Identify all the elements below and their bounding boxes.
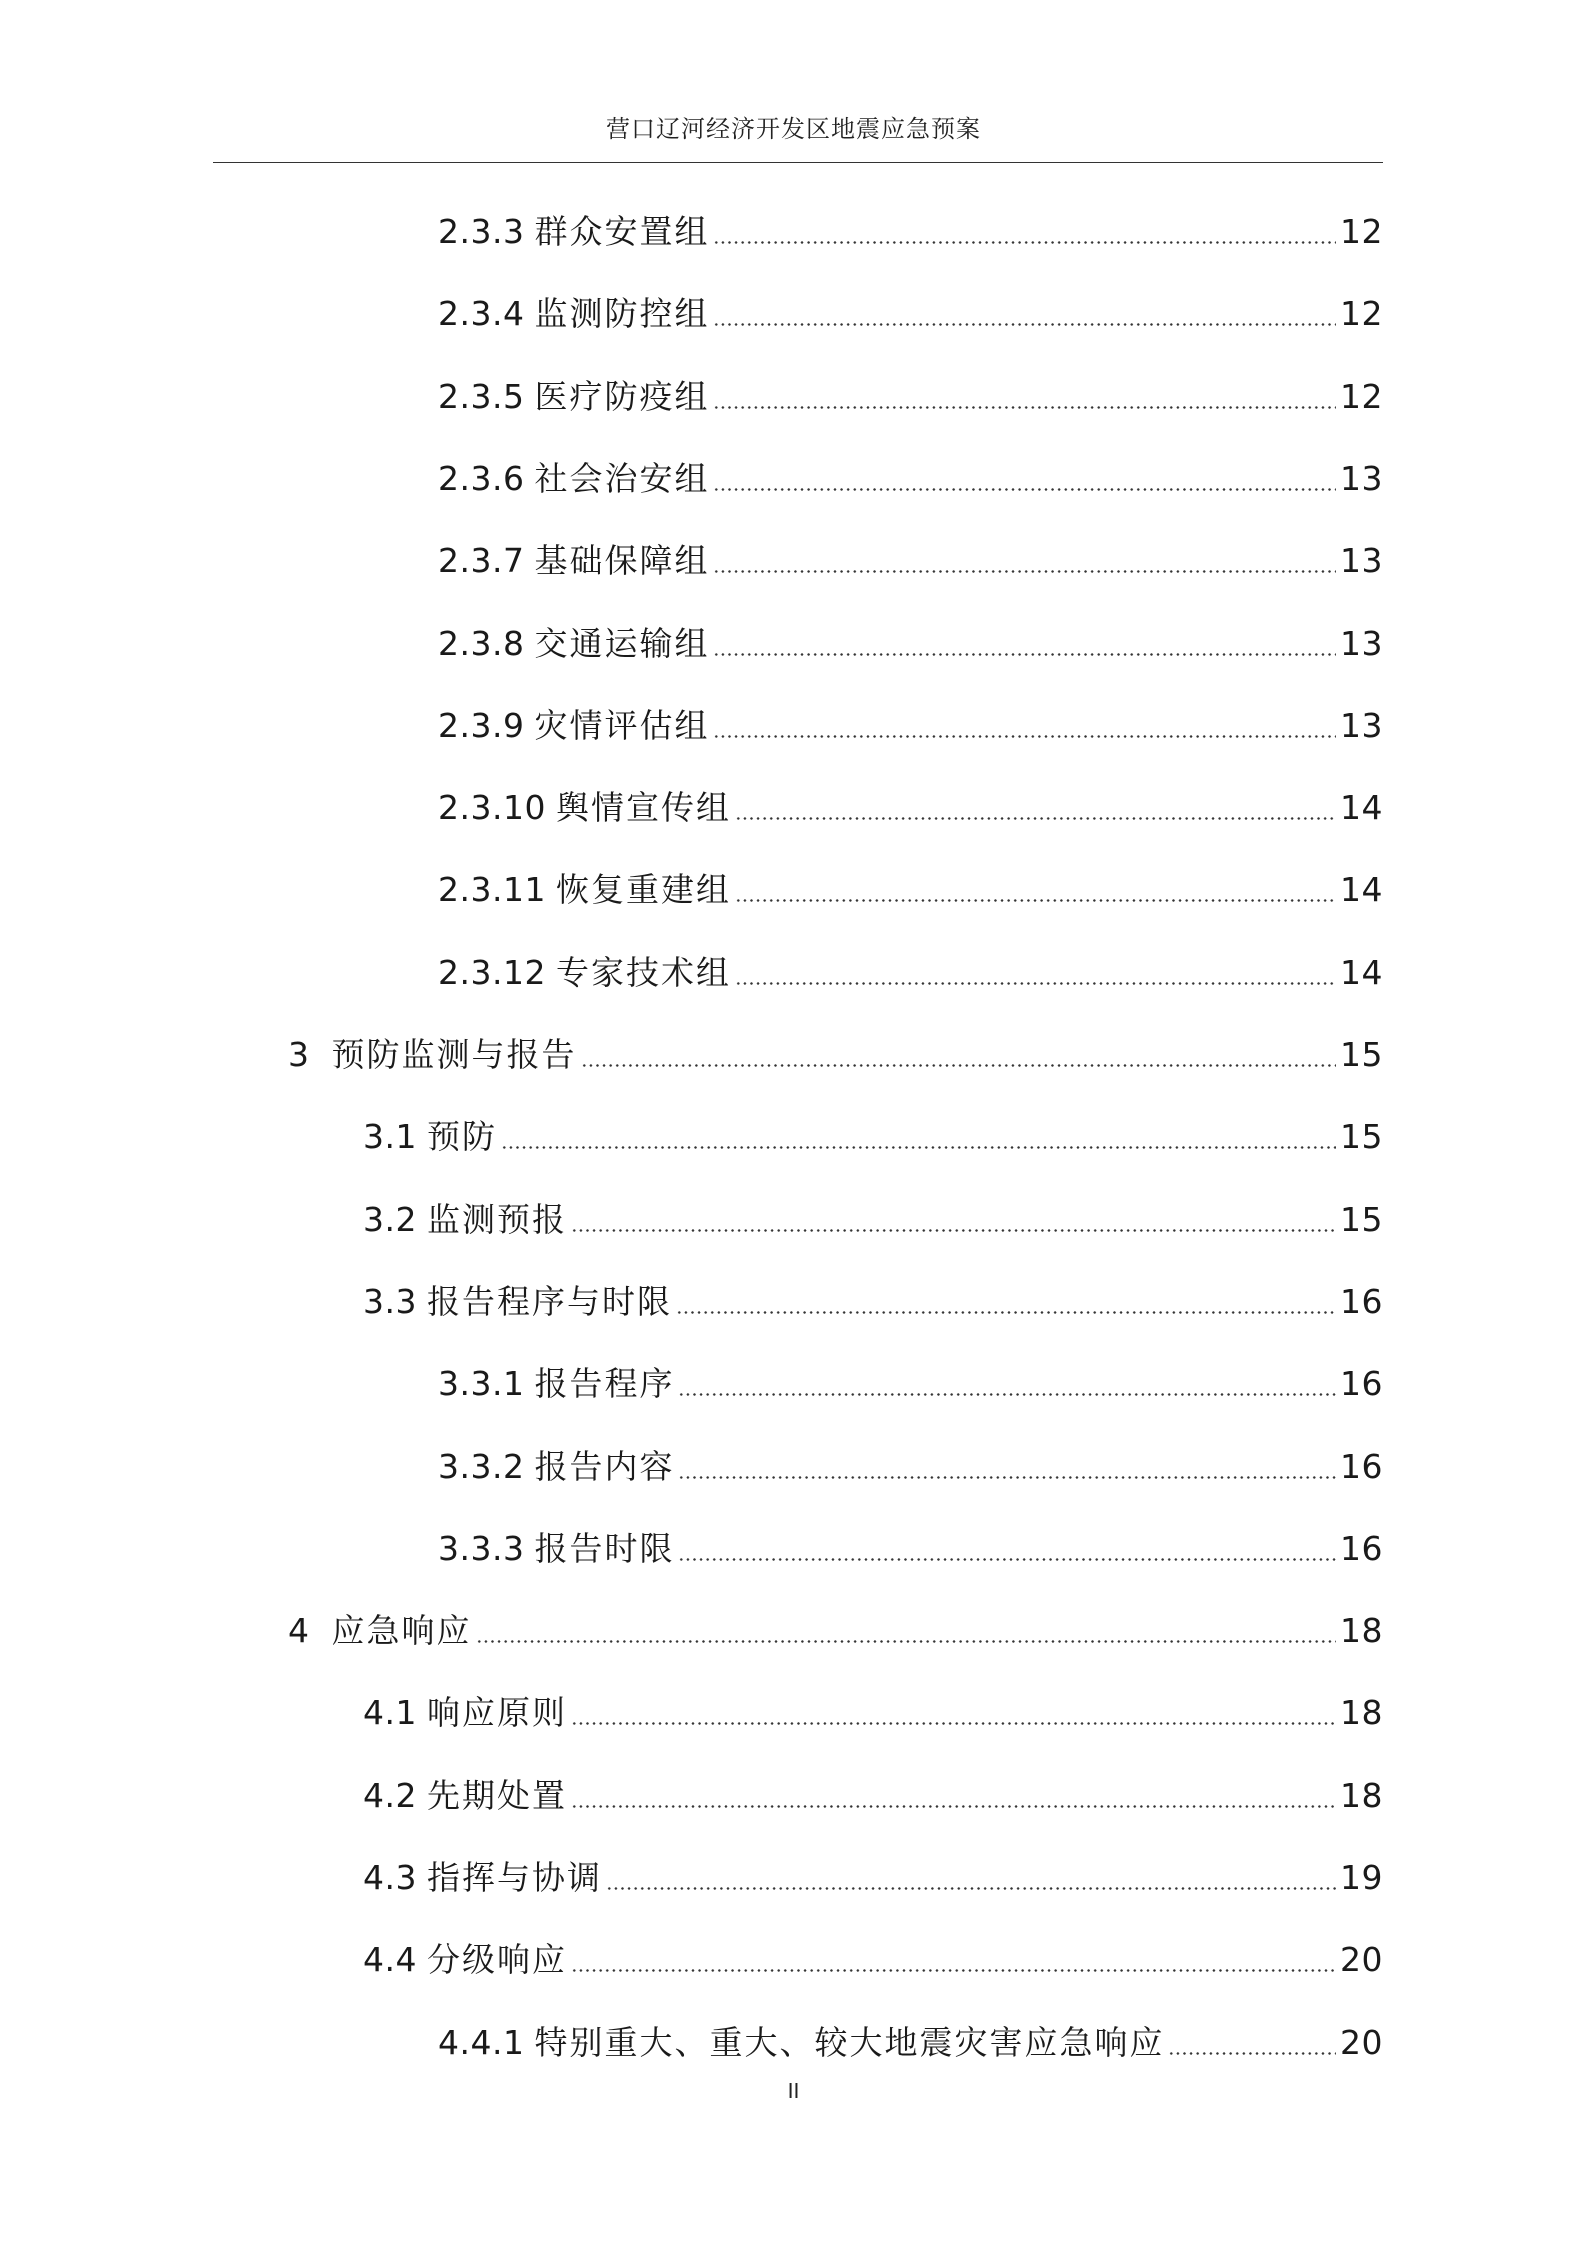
toc-entry-title: 指挥与协调 bbox=[426, 1858, 602, 1897]
toc-entry[interactable] bbox=[438, 701, 1383, 751]
toc-entry-number: 3.3.1 bbox=[438, 1364, 525, 1404]
toc-entry-page: 15 bbox=[1340, 1199, 1383, 1239]
toc-entry-number: 4.4.1 bbox=[438, 2022, 525, 2062]
toc-entry[interactable] bbox=[438, 1524, 1383, 1574]
toc-entry-number: 2.3.10 bbox=[438, 788, 546, 828]
toc-dot-leader bbox=[678, 1359, 1336, 1409]
toc-entry-page: 16 bbox=[1340, 1364, 1383, 1404]
toc-entry-title: 先期处置 bbox=[426, 1775, 567, 1815]
toc-entry-title: 监测预报 bbox=[426, 1199, 567, 1239]
toc-entry-page: 12 bbox=[1340, 212, 1383, 251]
toc-dot-leader bbox=[581, 1030, 1337, 1080]
toc-entry[interactable] bbox=[438, 865, 1383, 915]
toc-entry-title: 群众安置组 bbox=[534, 212, 710, 251]
toc-dot-leader bbox=[735, 948, 1336, 998]
toc-entry[interactable] bbox=[363, 1112, 1383, 1162]
toc-entry-number: 3.1 bbox=[363, 1117, 417, 1157]
toc-entry[interactable] bbox=[363, 1935, 1383, 1985]
toc-entry[interactable] bbox=[438, 2018, 1383, 2068]
toc-entry-page: 19 bbox=[1340, 1858, 1383, 1897]
toc-entry-title: 社会治安组 bbox=[534, 458, 710, 498]
toc-entry[interactable] bbox=[438, 948, 1383, 998]
toc-entry-title: 专家技术组 bbox=[555, 952, 731, 992]
toc-entry-title: 分级响应 bbox=[426, 1940, 567, 1980]
toc-entry-number: 3.3.2 bbox=[438, 1446, 525, 1486]
toc-entry-title: 报告程序 bbox=[534, 1364, 675, 1404]
toc-entry-number: 2.3.8 bbox=[438, 623, 525, 663]
toc-entry-page: 20 bbox=[1340, 2022, 1383, 2062]
toc-entry-title: 应急响应 bbox=[331, 1611, 472, 1651]
toc-dot-leader bbox=[571, 1771, 1336, 1821]
toc-dot-leader bbox=[713, 207, 1336, 257]
toc-dot-leader bbox=[571, 1195, 1336, 1245]
toc-entry-page: 16 bbox=[1340, 1281, 1383, 1321]
toc-entry[interactable] bbox=[438, 619, 1383, 669]
toc-dot-leader bbox=[1168, 2018, 1336, 2068]
toc-entry-number: 4.3 bbox=[363, 1858, 417, 1897]
toc-entry-title: 恢复重建组 bbox=[555, 870, 731, 910]
toc-entry[interactable] bbox=[438, 1442, 1383, 1492]
toc-entry[interactable] bbox=[438, 207, 1383, 257]
toc-entry-title: 交通运输组 bbox=[534, 623, 710, 663]
toc-dot-leader bbox=[713, 289, 1336, 339]
toc-dot-leader bbox=[476, 1606, 1337, 1656]
toc-entry-number: 2.3.9 bbox=[438, 705, 525, 745]
toc-dot-leader bbox=[713, 372, 1336, 422]
toc-dot-leader bbox=[676, 1277, 1336, 1327]
toc-entry[interactable] bbox=[288, 1030, 1383, 1080]
toc-dot-leader bbox=[678, 1442, 1336, 1492]
toc-entry-page: 16 bbox=[1340, 1528, 1383, 1568]
toc-entry-page: 13 bbox=[1340, 541, 1383, 581]
toc-entry-page: 13 bbox=[1340, 705, 1383, 745]
toc-entry-number: 2.3.7 bbox=[438, 541, 525, 581]
toc-entry-number: 3 bbox=[288, 1035, 310, 1074]
toc-entry-number: 2.3.6 bbox=[438, 458, 525, 498]
toc-entry[interactable] bbox=[363, 1853, 1383, 1903]
toc-entry-title: 医疗防疫组 bbox=[534, 376, 710, 416]
toc-entry[interactable] bbox=[288, 1606, 1383, 1656]
toc-entry[interactable] bbox=[438, 289, 1383, 339]
toc-entry-title: 报告程序与时限 bbox=[426, 1281, 672, 1321]
toc-entry-title: 报告时限 bbox=[534, 1528, 675, 1568]
running-header: 营口辽河经济开发区地震应急预案 bbox=[606, 115, 981, 143]
toc-entry-number: 2.3.5 bbox=[438, 376, 525, 416]
toc-entry-number: 2.3.11 bbox=[438, 870, 546, 910]
toc-dot-leader bbox=[606, 1853, 1336, 1903]
toc-dot-leader bbox=[571, 1935, 1336, 1985]
toc-dot-leader bbox=[735, 783, 1336, 833]
toc-entry[interactable] bbox=[438, 536, 1383, 586]
toc-entry-number: 3.3 bbox=[363, 1281, 417, 1321]
toc-entry-title: 特别重大、重大、较大地震灾害应急响应 bbox=[534, 2022, 1165, 2062]
toc-dot-leader bbox=[501, 1112, 1336, 1162]
toc-dot-leader bbox=[735, 865, 1336, 915]
toc-entry-page: 18 bbox=[1340, 1693, 1383, 1733]
toc-entry[interactable] bbox=[438, 454, 1383, 504]
toc-entry-page: 14 bbox=[1340, 870, 1383, 910]
toc-entry-number: 3.2 bbox=[363, 1199, 417, 1239]
toc-entry-title: 预防 bbox=[426, 1117, 497, 1157]
toc-entry-title: 报告内容 bbox=[534, 1446, 675, 1486]
toc-entry-title: 舆情宣传组 bbox=[555, 788, 731, 828]
toc-entry-page: 20 bbox=[1340, 1940, 1383, 1980]
toc-entry-page: 13 bbox=[1340, 623, 1383, 663]
toc-entry-page: 14 bbox=[1340, 952, 1383, 992]
toc-entry[interactable] bbox=[438, 1359, 1383, 1409]
toc-entry[interactable] bbox=[363, 1771, 1383, 1821]
toc-dot-leader bbox=[571, 1688, 1336, 1738]
toc-entry-page: 12 bbox=[1340, 294, 1383, 334]
toc-entry-number: 4 bbox=[288, 1611, 310, 1651]
toc-entry-page: 18 bbox=[1340, 1775, 1383, 1815]
toc-entry-title: 预防监测与报告 bbox=[331, 1035, 577, 1074]
toc-entry-page: 12 bbox=[1340, 376, 1383, 416]
toc-entry-page: 14 bbox=[1340, 788, 1383, 828]
toc-entry-number: 3.3.3 bbox=[438, 1528, 525, 1568]
toc-entry-page: 15 bbox=[1340, 1035, 1383, 1074]
toc-entry-number: 2.3.3 bbox=[438, 212, 525, 251]
toc-entry-number: 4.1 bbox=[363, 1693, 417, 1733]
toc-entry-number: 2.3.4 bbox=[438, 294, 525, 334]
toc-entry[interactable] bbox=[363, 1277, 1383, 1327]
toc-dot-leader bbox=[678, 1524, 1336, 1574]
toc-entry[interactable] bbox=[363, 1195, 1383, 1245]
toc-entry-title: 基础保障组 bbox=[534, 541, 710, 581]
toc-dot-leader bbox=[713, 454, 1336, 504]
toc-entry-number: 4.4 bbox=[363, 1940, 417, 1980]
toc-entry-page: 18 bbox=[1340, 1611, 1383, 1651]
toc-entry-number: 4.2 bbox=[363, 1775, 417, 1815]
toc-dot-leader bbox=[713, 701, 1336, 751]
toc-entry-title: 响应原则 bbox=[426, 1693, 567, 1733]
toc-entry-page: 16 bbox=[1340, 1446, 1383, 1486]
page-number: II bbox=[787, 2079, 800, 2103]
toc-dot-leader bbox=[713, 619, 1336, 669]
header-divider bbox=[213, 162, 1383, 163]
toc-dot-leader bbox=[713, 536, 1336, 586]
toc-entry[interactable] bbox=[438, 783, 1383, 833]
toc-entry-page: 15 bbox=[1340, 1117, 1383, 1157]
toc-entry-page: 13 bbox=[1340, 458, 1383, 498]
toc-entry-title: 监测防控组 bbox=[534, 294, 710, 334]
toc-entry[interactable] bbox=[438, 372, 1383, 422]
toc-entry[interactable] bbox=[363, 1688, 1383, 1738]
toc-entry-number: 2.3.12 bbox=[438, 952, 546, 992]
toc-entry-title: 灾情评估组 bbox=[534, 705, 710, 745]
